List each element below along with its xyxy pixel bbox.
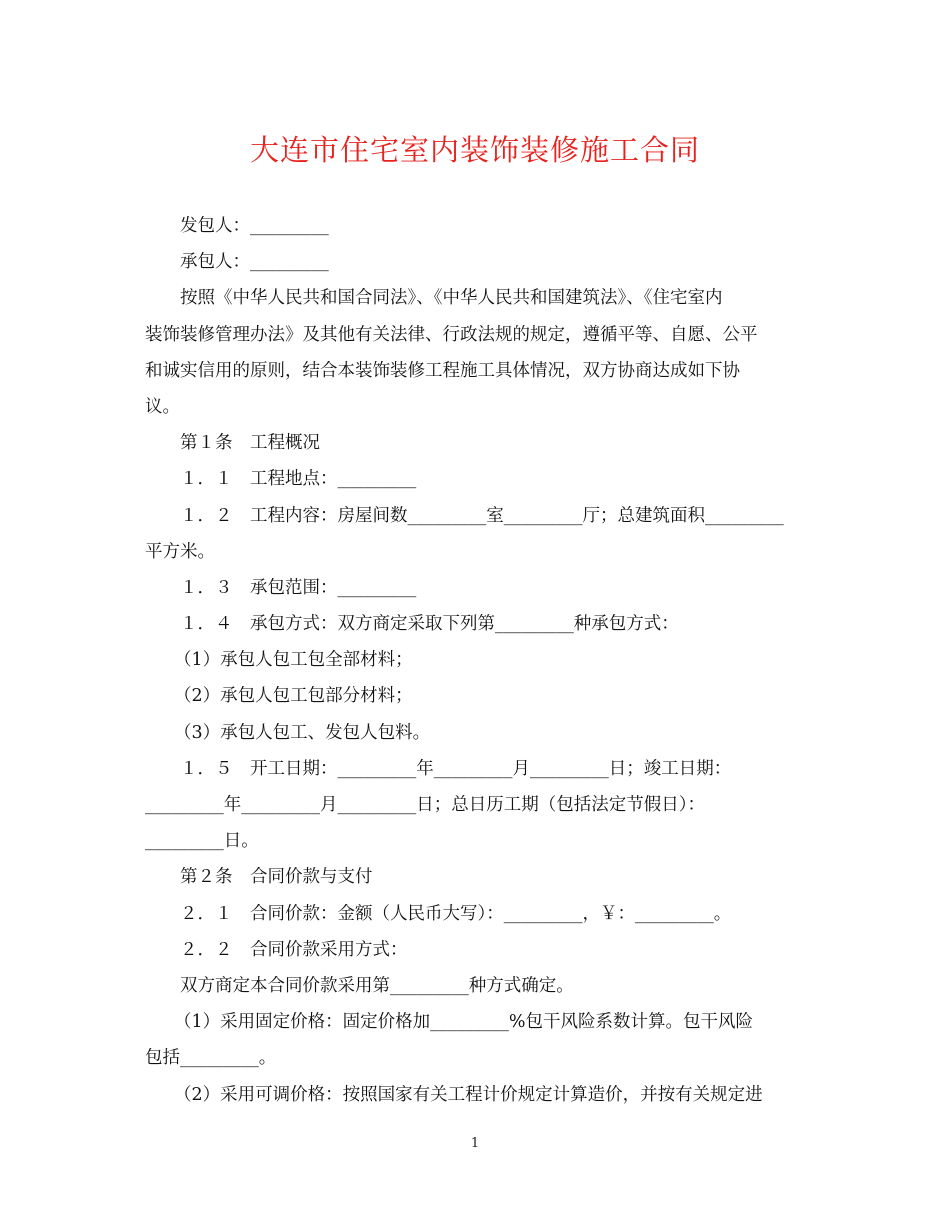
body-line: １．２ 工程内容：房屋间数_________室_________厅；总建筑面积_________ xyxy=(180,505,784,526)
page-number: 1 xyxy=(470,1136,480,1151)
body-line: 平方米。 xyxy=(145,541,215,562)
body-line: （1）采用固定价格：固定价格加_________%包干风险系数计算。包干风险 xyxy=(174,1012,754,1033)
body-line: （3）承包人包工、发包人包料。 xyxy=(174,722,431,743)
body-line: 包括_________。 xyxy=(145,1048,277,1069)
body-line: 按照《中华人民共和国合同法》、《中华人民共和国建筑法》、《住宅室内 xyxy=(180,288,723,309)
body-line: 装饰装修管理办法》及其他有关法律、行政法规的规定，遵循平等、自愿、公平 xyxy=(145,324,758,345)
body-line: ２．１ 合同价款：金额（人民币大写）：_________，￥：_________。 xyxy=(180,903,732,924)
body-line: １．４ 承包方式：双方商定采取下列第_________种承包方式： xyxy=(180,614,679,635)
body-line: （2）承包人包工包部分材料； xyxy=(174,686,413,707)
body-line: （1）承包人包工包全部材料； xyxy=(174,650,413,671)
body-line: 和诚实信用的原则，结合本装饰装修工程施工具体情况，双方协商达成如下协 xyxy=(145,360,740,381)
document-body xyxy=(145,208,815,1113)
body-line: _________年_________月_________日；总日历工期（包括法定节假日）： xyxy=(145,795,705,815)
body-line: 议。 xyxy=(145,396,180,417)
document-title: 大连市住宅室内装饰装修施工合同 xyxy=(249,133,700,167)
body-line: 第１条 工程概况 xyxy=(180,433,320,454)
body-line: ２．２ 合同价款采用方式： xyxy=(180,939,408,960)
body-line: 双方商定本合同价款采用第_________种方式确定。 xyxy=(180,975,574,996)
body-line: 发包人：_________ xyxy=(180,216,329,236)
body-line: １．５ 开工日期：_________年_________月_________日；竣工日期： xyxy=(180,758,732,779)
body-line: １．１ 工程地点：_________ xyxy=(180,469,417,490)
body-line: _________日。 xyxy=(145,831,259,852)
body-line: （2）采用可调价格：按照国家有关工程计价规定计算造价，并按有关规定进 xyxy=(174,1084,763,1105)
body-line: 第２条 合同价款与支付 xyxy=(180,867,373,888)
body-line: 承包人：_________ xyxy=(180,252,329,273)
body-line: １．３ 承包范围：_________ xyxy=(180,577,417,598)
